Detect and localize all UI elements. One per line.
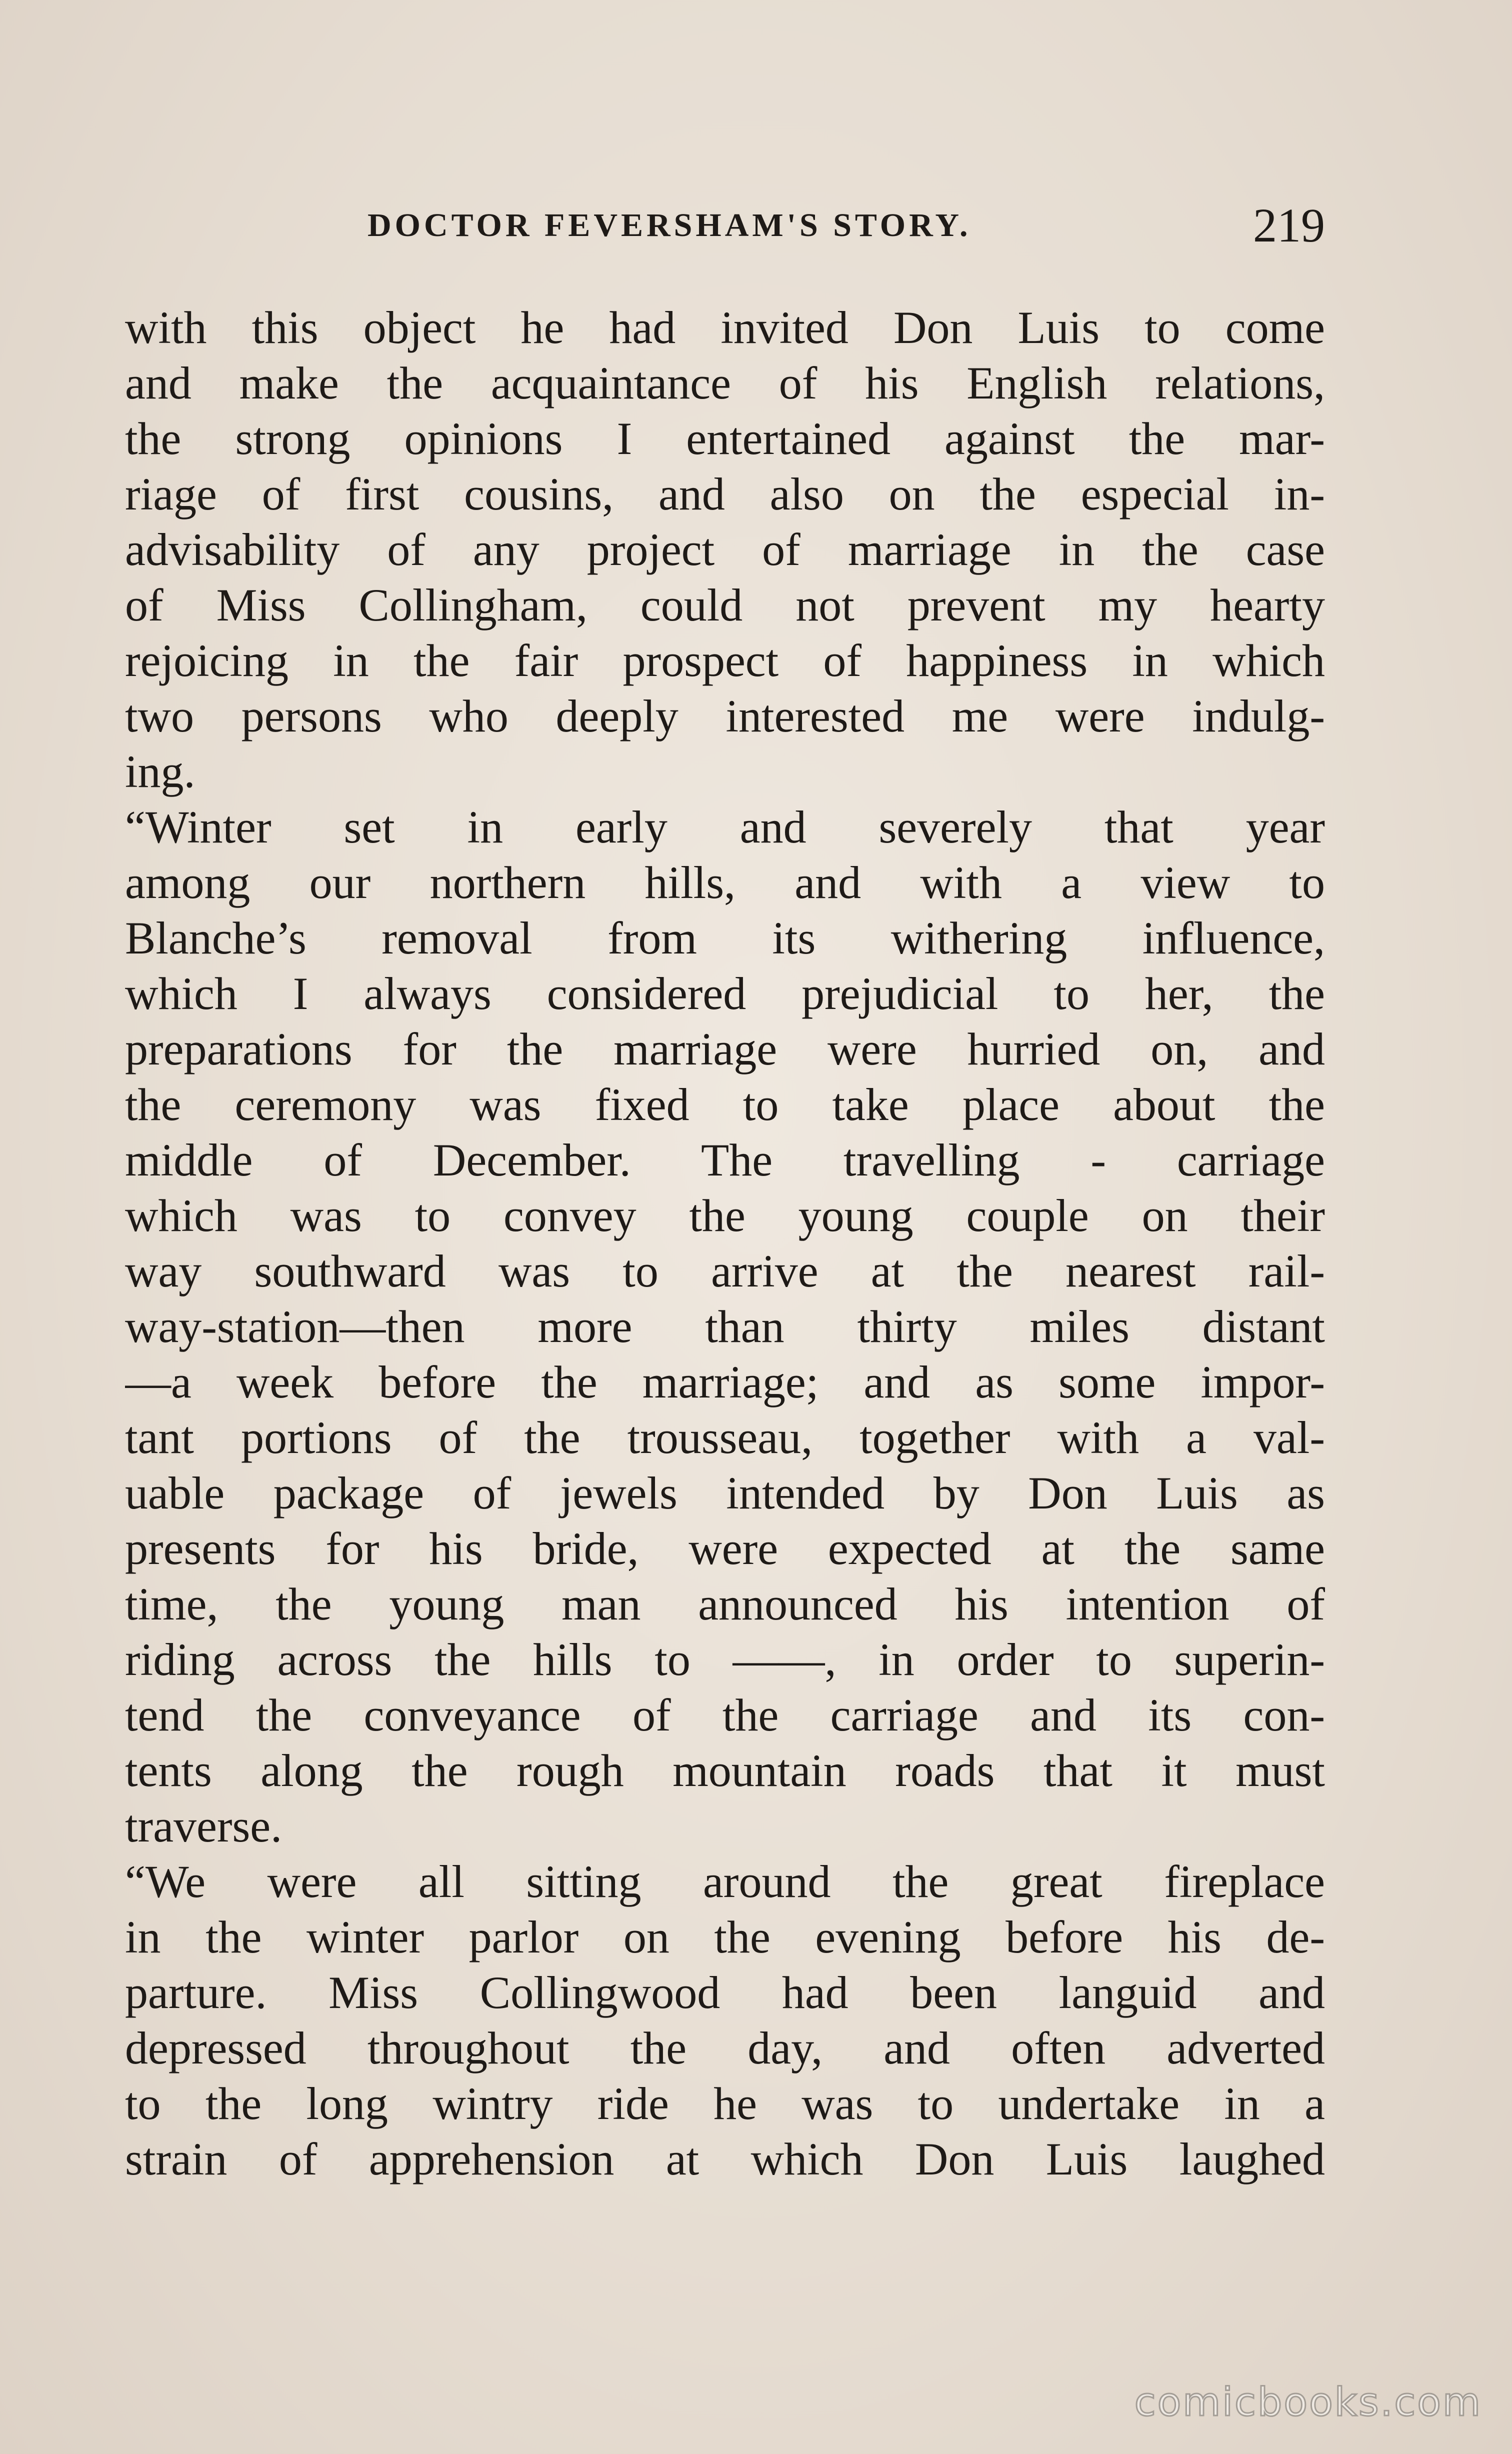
text-line: tant portions of the trousseau, together with a val- bbox=[125, 1412, 1325, 1463]
text-line: to the long wintry ride he was to undertake in a bbox=[125, 2078, 1325, 2129]
text-line: tend the conveyance of the carriage and its con- bbox=[125, 1690, 1325, 1740]
text-line: middle of December. The travelling - carriage bbox=[125, 1134, 1325, 1186]
text-line: advisability of any project of marriage in the case bbox=[125, 524, 1325, 575]
text-line: the ceremony was fixed to take place about the bbox=[125, 1079, 1325, 1130]
text-line: time, the young man announced his intention of bbox=[125, 1578, 1325, 1630]
text-line: strain of apprehension at which Don Luis laughed bbox=[125, 2134, 1325, 2184]
text-line: which was to convey the young couple on their bbox=[125, 1190, 1325, 1241]
text-line: parture. Miss Collingwood had been languid and bbox=[125, 1967, 1325, 2018]
text-line: two persons who deeply interested me were indulg- bbox=[125, 690, 1325, 742]
text-line: presents for his bride, were expected at the same bbox=[125, 1523, 1325, 1574]
running-head bbox=[125, 198, 1325, 258]
text-line: traverse. bbox=[125, 1800, 282, 1852]
text-line: with this object he had invited Don Luis to come bbox=[125, 302, 1325, 353]
text-line: uable package of jewels intended by Don Luis as bbox=[125, 1468, 1325, 1518]
text-line: Blanche’s removal from its withering influence, bbox=[125, 912, 1325, 964]
text-line: rejoicing in the fair prospect of happiness in which bbox=[125, 635, 1325, 686]
text-line: and make the acquaintance of his English relations, bbox=[125, 358, 1325, 408]
text-line: riage of first cousins, and also on the especial in- bbox=[125, 468, 1325, 520]
text-line: way southward was to arrive at the nearest rail- bbox=[125, 1246, 1325, 1296]
body-text bbox=[125, 300, 1325, 2187]
page-number: 219 bbox=[1253, 198, 1325, 252]
text-line: the strong opinions I entertained against the mar- bbox=[125, 413, 1325, 464]
text-line: among our northern hills, and with a view to bbox=[125, 857, 1325, 908]
watermark-logo: comicbooks.com bbox=[1134, 2380, 1482, 2425]
text-line: way-station—then more than thirty miles distant bbox=[125, 1301, 1325, 1352]
text-line: which I always considered prejudicial to her, the bbox=[125, 968, 1325, 1019]
text-line: preparations for the marriage were hurried on, and bbox=[125, 1024, 1325, 1074]
text-line: ing. bbox=[125, 746, 196, 797]
text-line: riding across the hills to ——, in order to superin- bbox=[125, 1634, 1325, 1685]
running-title: DOCTOR FEVERSHAM'S STORY. bbox=[368, 207, 972, 244]
text-line: tents along the rough mountain roads that it must bbox=[125, 1745, 1325, 1796]
text-line: in the winter parlor on the evening before his de- bbox=[125, 1912, 1325, 1962]
text-line: “Winter set in early and severely that year bbox=[125, 802, 1325, 852]
text-line: —a week before the marriage; and as some impor- bbox=[125, 1356, 1325, 1408]
text-line: “We were all sitting around the great fireplace bbox=[125, 1856, 1325, 1907]
text-line: depressed throughout the day, and often adverted bbox=[125, 2022, 1325, 2074]
text-line: of Miss Collingham, could not prevent my hearty bbox=[125, 580, 1325, 630]
